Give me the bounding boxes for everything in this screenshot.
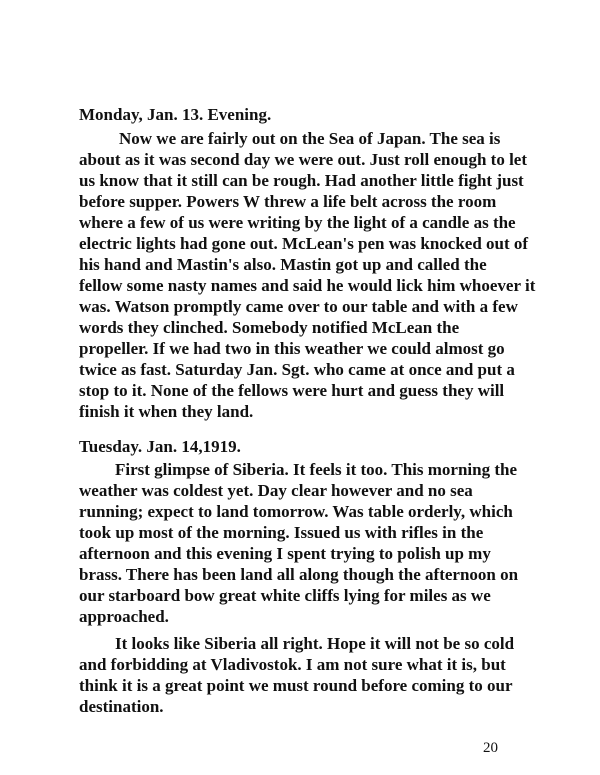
entry-heading-monday: Monday, Jan. 13. Evening. [79,105,272,124]
text-line: stop to it. None of the fellows were hurt and guess they will [79,381,505,400]
text-line: and forbidding at Vladivostok. I am not sure what it is, but [79,655,506,674]
text-line: running; expect to land tomorrow. Was table orderly, which [79,502,513,521]
text-line: propeller. If we had two in this weather we could almost go [79,339,505,358]
entry-heading-tuesday: Tuesday. Jan. 14,1919. [79,437,241,456]
text-line: twice as fast. Saturday Jan. Sgt. who came at once and put a [79,360,515,379]
text-line: think it is a great point we must round before coming to our [79,676,513,695]
text-line: First glimpse of Siberia. It feels it too. This morning the [115,460,517,479]
page-number: 20 [483,740,498,756]
text-line: took up most of the morning. Issued us with rifles in the [79,523,484,542]
text-line: finish it when they land. [79,402,254,421]
text-line: his hand and Mastin's also. Mastin got up and called the [79,255,487,274]
text-line: brass. There has been land all along though the afternoon on [79,565,519,584]
text-line: our starboard bow great white cliffs lying for miles as we [79,586,491,605]
text-line: afternoon and this evening I spent trying to polish up my [79,544,491,563]
text-line: electric lights had gone out. McLean's pen was knocked out of [79,234,529,253]
text-line: destination. [79,697,164,716]
text-line: Now we are fairly out on the Sea of Japan. The sea is [119,129,501,148]
text-line: us know that it still can be rough. Had another little fight just [79,171,524,190]
text-line: fellow some nasty names and said he would lick him whoever it [79,276,536,295]
text-line: words they clinched. Somebody notified McLean the [79,318,460,337]
text-line: where a few of us were writing by the light of a candle as the [79,213,516,232]
text-line: approached. [79,607,169,626]
text-line: was. Watson promptly came over to our table and with a few [79,297,518,316]
text-line: It looks like Siberia all right. Hope it will not be so cold [115,634,515,653]
text-line: about as it was second day we were out. Just roll enough to let [79,150,527,169]
text-line: before supper. Powers W threw a life belt across the room [79,192,497,211]
text-line: weather was coldest yet. Day clear however and no sea [79,481,473,500]
